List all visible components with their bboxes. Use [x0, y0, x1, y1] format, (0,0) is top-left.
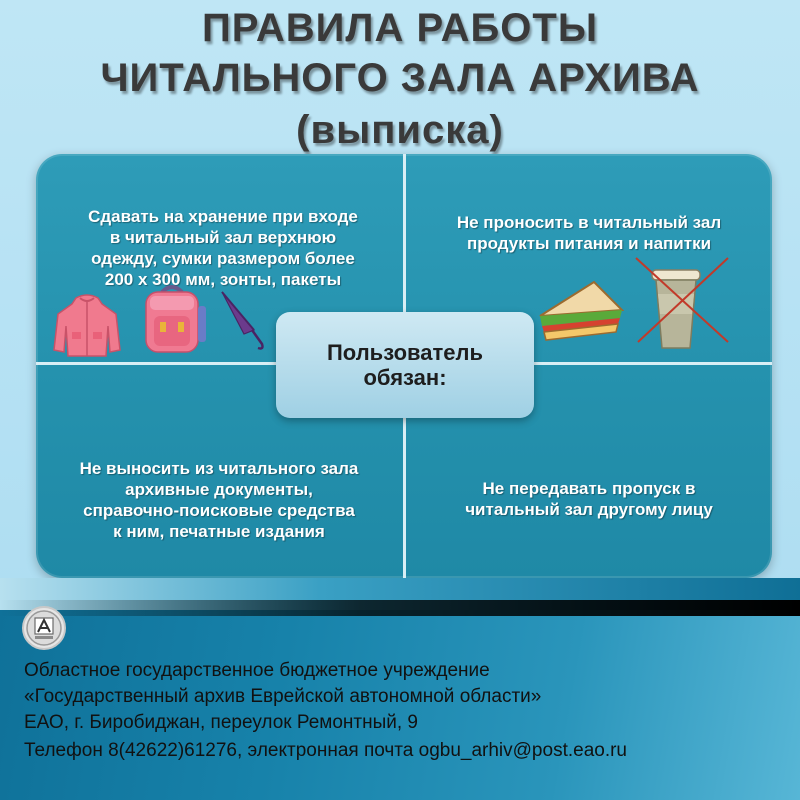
rule-4-line: читальный зал другому лицу [465, 500, 713, 519]
rule-1-line: Сдавать на хранение при входе [88, 207, 358, 226]
rule-1-line: в читальный зал верхнюю [109, 228, 337, 247]
crossed-out-icon [626, 250, 738, 350]
callout-line-1: Пользователь [326, 340, 483, 365]
archive-logo-icon [22, 606, 66, 650]
rule-2-line: Не проносить в читальный зал [456, 213, 722, 232]
sandwich-icon [534, 276, 630, 344]
rule-3-line: к ним, печатные издания [113, 522, 325, 541]
rule-2-line: продукты питания и напитки [466, 234, 712, 253]
page-subtitle: (выписка) [296, 108, 504, 152]
user-obliged-callout [276, 312, 534, 418]
rule-3-line: справочно-поисковые средства [83, 501, 355, 520]
rule-3-line: архивные документы, [125, 480, 313, 499]
umbrella-icon [214, 286, 270, 354]
callout-line-2: обязан: [363, 365, 447, 390]
footer-org-name: «Государственный архив Еврейской автономной области» [24, 686, 542, 707]
footer-org-type: Областное государственное бюджетное учреждение [24, 660, 490, 681]
rule-4-text [414, 478, 764, 520]
footer-contacts: Телефон 8(42622)61276, электронная почта ogbu_arhiv@post.eao.ru [24, 740, 627, 761]
rule-3-line: Не выносить из читального зала [79, 459, 359, 478]
footer-dark-band [0, 600, 800, 616]
rule-1-line: одежду, сумки размером более [91, 249, 355, 268]
rule-4-line: Не передавать пропуск в [482, 479, 696, 498]
footer-address: ЕАО, г. Биробиджан, переулок Ремонтный, 9 [24, 712, 418, 733]
page-title-line-1: ПРАВИЛА РАБОТЫ [201, 6, 598, 50]
rule-3-text [44, 458, 394, 542]
page-title-line-2: ЧИТАЛЬНОГО ЗАЛА АРХИВА [100, 56, 700, 100]
backpack-icon [136, 282, 208, 356]
rule-1-text [48, 206, 398, 290]
rule-2-text [414, 212, 764, 254]
rule-1-line: 200 х 300 мм, зонты, пакеты [104, 270, 342, 289]
coat-icon [50, 292, 124, 358]
